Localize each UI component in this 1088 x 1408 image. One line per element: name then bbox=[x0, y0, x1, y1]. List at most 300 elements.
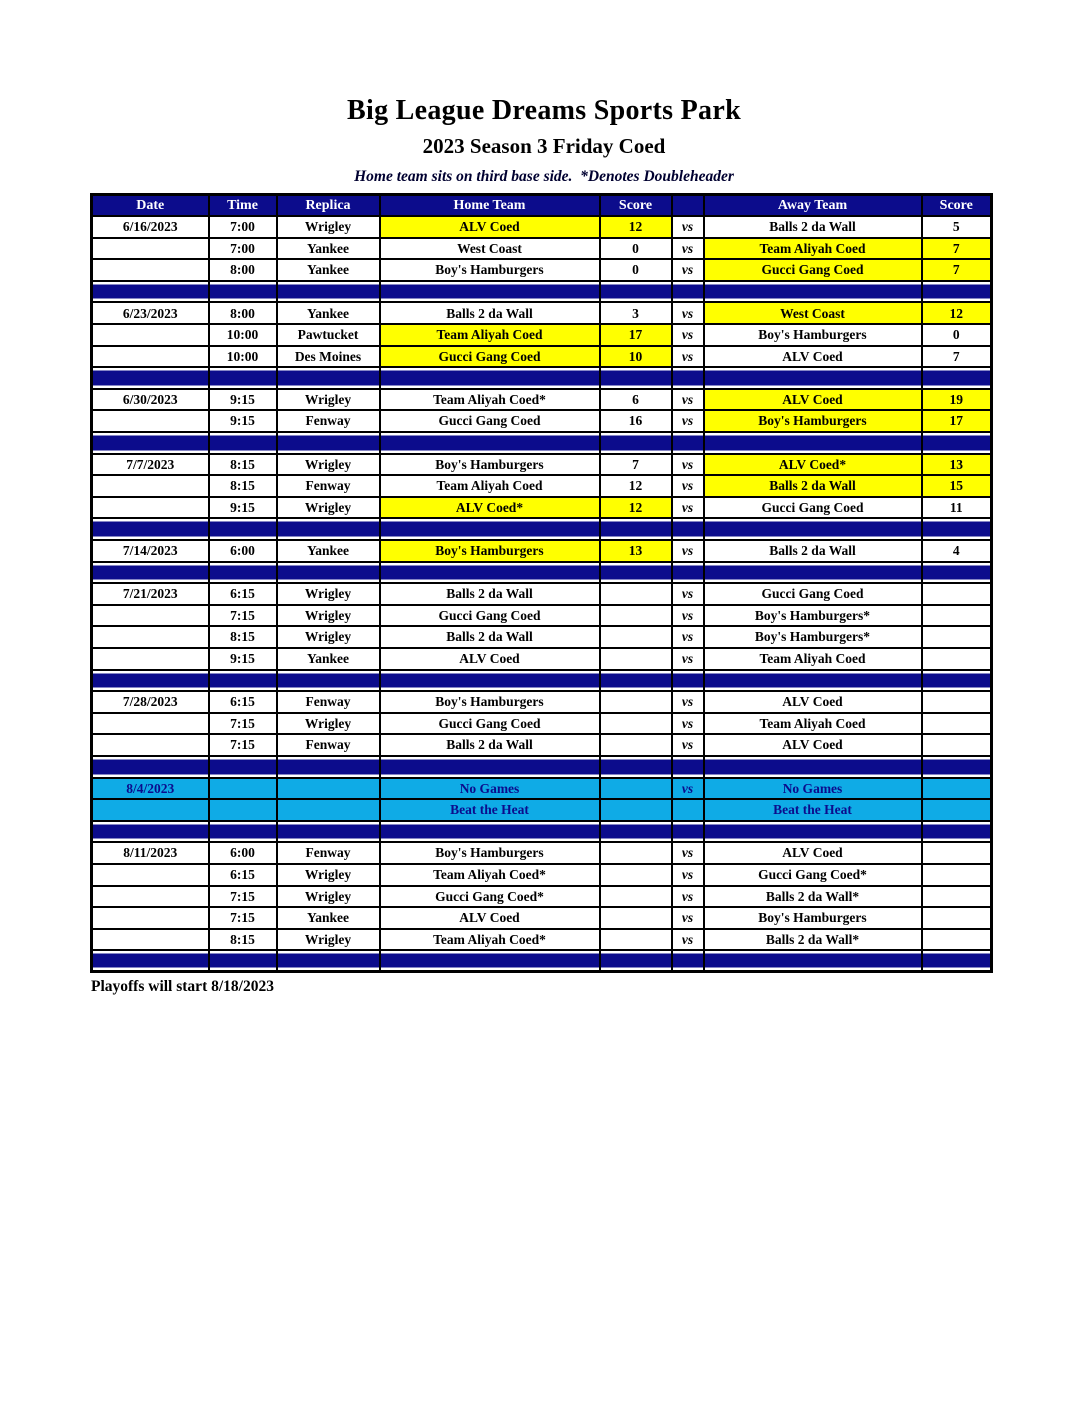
time-cell bbox=[209, 799, 277, 821]
away-team-cell: West Coast bbox=[704, 302, 922, 324]
separator-cell bbox=[704, 821, 922, 843]
time-cell: 8:15 bbox=[209, 626, 277, 648]
home-score-cell: 6 bbox=[600, 389, 672, 411]
home-score-cell: 17 bbox=[600, 324, 672, 346]
away-score-cell: 7 bbox=[922, 259, 992, 281]
separator-cell bbox=[209, 562, 277, 584]
game-row bbox=[92, 540, 992, 562]
away-team-cell: Boy's Hamburgers bbox=[704, 410, 922, 432]
game-row bbox=[92, 497, 992, 519]
game-row bbox=[92, 605, 992, 627]
home-score-cell: 12 bbox=[600, 497, 672, 519]
home-score-cell bbox=[600, 713, 672, 735]
home-team-cell: ALV Coed bbox=[380, 216, 600, 238]
column-header-home-team-3: Home Team bbox=[380, 195, 600, 217]
home-score-cell bbox=[600, 929, 672, 951]
separator-cell bbox=[672, 518, 704, 540]
time-cell: 7:15 bbox=[209, 907, 277, 929]
home-team-cell: Balls 2 da Wall bbox=[380, 302, 600, 324]
separator-cell bbox=[672, 670, 704, 692]
time-cell: 10:00 bbox=[209, 346, 277, 368]
column-header-score-4: Score bbox=[600, 195, 672, 217]
separator-row bbox=[92, 367, 992, 389]
replica-cell: Fenway bbox=[277, 842, 380, 864]
date-cell bbox=[92, 259, 209, 281]
time-cell: 7:15 bbox=[209, 605, 277, 627]
separator-cell bbox=[704, 756, 922, 778]
separator-cell bbox=[672, 367, 704, 389]
time-cell: 9:15 bbox=[209, 410, 277, 432]
away-team-cell: Balls 2 da Wall* bbox=[704, 886, 922, 908]
separator-cell bbox=[209, 432, 277, 454]
vs-label: vs bbox=[672, 734, 704, 756]
separator-cell bbox=[600, 670, 672, 692]
separator-cell bbox=[380, 670, 600, 692]
replica-cell: Wrigley bbox=[277, 713, 380, 735]
date-cell: 7/14/2023 bbox=[92, 540, 209, 562]
separator-cell bbox=[922, 518, 992, 540]
separator-cell bbox=[600, 432, 672, 454]
game-row bbox=[92, 302, 992, 324]
time-cell: 8:00 bbox=[209, 259, 277, 281]
schedule-table-body bbox=[92, 216, 992, 972]
home-team-cell: Gucci Gang Coed bbox=[380, 605, 600, 627]
schedule-table bbox=[90, 193, 993, 973]
separator-cell bbox=[92, 670, 209, 692]
column-header-replica-2: Replica bbox=[277, 195, 380, 217]
separator-cell bbox=[922, 756, 992, 778]
away-team-cell: Gucci Gang Coed bbox=[704, 583, 922, 605]
game-row bbox=[92, 929, 992, 951]
separator-cell bbox=[277, 432, 380, 454]
home-score-cell bbox=[600, 778, 672, 800]
vs-label: vs bbox=[672, 864, 704, 886]
home-team-cell: West Coast bbox=[380, 238, 600, 260]
vs-label: vs bbox=[672, 691, 704, 713]
separator-cell bbox=[380, 562, 600, 584]
separator-row bbox=[92, 950, 992, 972]
home-team-cell: ALV Coed* bbox=[380, 497, 600, 519]
vs-label: vs bbox=[672, 626, 704, 648]
separator-cell bbox=[209, 756, 277, 778]
separator-cell bbox=[704, 950, 922, 972]
separator-cell bbox=[92, 518, 209, 540]
vs-label: vs bbox=[672, 929, 704, 951]
home-score-cell: 16 bbox=[600, 410, 672, 432]
date-cell bbox=[92, 324, 209, 346]
game-row bbox=[92, 216, 992, 238]
separator-cell bbox=[92, 281, 209, 303]
away-team-cell: ALV Coed bbox=[704, 734, 922, 756]
separator-cell bbox=[277, 518, 380, 540]
home-score-cell: 3 bbox=[600, 302, 672, 324]
time-cell: 8:15 bbox=[209, 454, 277, 476]
separator-cell bbox=[380, 432, 600, 454]
replica-cell: Yankee bbox=[277, 302, 380, 324]
date-cell bbox=[92, 605, 209, 627]
game-row bbox=[92, 713, 992, 735]
replica-cell: Fenway bbox=[277, 475, 380, 497]
page-subtitle: 2023 Season 3 Friday Coed bbox=[422, 134, 666, 158]
separator-cell bbox=[600, 950, 672, 972]
away-score-cell: 15 bbox=[922, 475, 992, 497]
home-score-cell bbox=[600, 605, 672, 627]
away-team-cell: Boy's Hamburgers* bbox=[704, 626, 922, 648]
game-row bbox=[92, 238, 992, 260]
home-score-cell: 12 bbox=[600, 216, 672, 238]
vs-label: vs bbox=[672, 497, 704, 519]
home-team-cell: Beat the Heat bbox=[380, 799, 600, 821]
away-team-cell: ALV Coed bbox=[704, 842, 922, 864]
separator-cell bbox=[277, 821, 380, 843]
date-cell: 8/4/2023 bbox=[92, 778, 209, 800]
home-score-cell: 0 bbox=[600, 259, 672, 281]
home-team-cell: Team Aliyah Coed bbox=[380, 475, 600, 497]
separator-cell bbox=[380, 518, 600, 540]
date-cell bbox=[92, 907, 209, 929]
away-team-cell: Boy's Hamburgers bbox=[704, 907, 922, 929]
date-cell bbox=[92, 734, 209, 756]
away-score-cell bbox=[922, 907, 992, 929]
separator-cell bbox=[277, 562, 380, 584]
away-team-cell: Team Aliyah Coed bbox=[704, 238, 922, 260]
home-team-cell: Boy's Hamburgers bbox=[380, 454, 600, 476]
home-score-cell bbox=[600, 864, 672, 886]
separator-cell bbox=[922, 950, 992, 972]
home-score-cell bbox=[600, 907, 672, 929]
replica-cell bbox=[277, 799, 380, 821]
vs-label: vs bbox=[672, 842, 704, 864]
separator-cell bbox=[92, 432, 209, 454]
away-score-cell: 5 bbox=[922, 216, 992, 238]
replica-cell: Yankee bbox=[277, 259, 380, 281]
home-score-cell: 7 bbox=[600, 454, 672, 476]
away-team-cell: ALV Coed* bbox=[704, 454, 922, 476]
separator-cell bbox=[672, 562, 704, 584]
away-score-cell bbox=[922, 886, 992, 908]
away-team-cell: Boy's Hamburgers bbox=[704, 324, 922, 346]
separator-cell bbox=[209, 367, 277, 389]
home-team-cell: Balls 2 da Wall bbox=[380, 626, 600, 648]
home-team-cell: Boy's Hamburgers bbox=[380, 259, 600, 281]
separator-cell bbox=[672, 756, 704, 778]
replica-cell: Wrigley bbox=[277, 583, 380, 605]
home-team-cell: Boy's Hamburgers bbox=[380, 842, 600, 864]
home-team-cell: Boy's Hamburgers bbox=[380, 691, 600, 713]
away-team-cell: ALV Coed bbox=[704, 389, 922, 411]
game-row bbox=[92, 583, 992, 605]
time-cell: 9:15 bbox=[209, 497, 277, 519]
separator-cell bbox=[672, 821, 704, 843]
home-score-cell: 0 bbox=[600, 238, 672, 260]
vs-label: vs bbox=[672, 605, 704, 627]
home-team-note: Home team sits on third base side. *Denotes Doubleheader bbox=[354, 168, 734, 185]
separator-cell bbox=[600, 756, 672, 778]
time-cell: 6:00 bbox=[209, 842, 277, 864]
game-row bbox=[92, 410, 992, 432]
column-header-time-1: Time bbox=[209, 195, 277, 217]
vs-label: vs bbox=[672, 389, 704, 411]
separator-cell bbox=[209, 281, 277, 303]
separator-cell bbox=[922, 432, 992, 454]
separator-cell bbox=[380, 281, 600, 303]
time-cell: 8:15 bbox=[209, 929, 277, 951]
column-header-score-7: Score bbox=[922, 195, 992, 217]
time-cell: 7:00 bbox=[209, 238, 277, 260]
vs-label: vs bbox=[672, 778, 704, 800]
separator-cell bbox=[600, 281, 672, 303]
separator-cell bbox=[92, 367, 209, 389]
away-score-cell bbox=[922, 691, 992, 713]
away-score-cell: 7 bbox=[922, 238, 992, 260]
replica-cell: Yankee bbox=[277, 540, 380, 562]
separator-cell bbox=[922, 562, 992, 584]
away-score-cell bbox=[922, 842, 992, 864]
home-team-cell: Boy's Hamburgers bbox=[380, 540, 600, 562]
home-score-cell: 10 bbox=[600, 346, 672, 368]
replica-cell: Wrigley bbox=[277, 605, 380, 627]
away-team-cell: Balls 2 da Wall bbox=[704, 540, 922, 562]
column-header-vs bbox=[672, 195, 704, 217]
game-row bbox=[92, 626, 992, 648]
date-cell: 7/7/2023 bbox=[92, 454, 209, 476]
replica-cell: Yankee bbox=[277, 648, 380, 670]
away-score-cell bbox=[922, 713, 992, 735]
away-score-cell: 0 bbox=[922, 324, 992, 346]
vs-label: vs bbox=[672, 540, 704, 562]
date-cell bbox=[92, 886, 209, 908]
separator-cell bbox=[209, 518, 277, 540]
away-team-cell: Balls 2 da Wall bbox=[704, 216, 922, 238]
replica-cell: Wrigley bbox=[277, 886, 380, 908]
vs-label: vs bbox=[672, 648, 704, 670]
date-cell: 6/16/2023 bbox=[92, 216, 209, 238]
away-score-cell bbox=[922, 583, 992, 605]
replica-cell: Fenway bbox=[277, 410, 380, 432]
away-team-cell: Gucci Gang Coed bbox=[704, 497, 922, 519]
replica-cell: Wrigley bbox=[277, 864, 380, 886]
date-cell bbox=[92, 346, 209, 368]
vs-label: vs bbox=[672, 583, 704, 605]
separator-row bbox=[92, 432, 992, 454]
away-score-cell: 17 bbox=[922, 410, 992, 432]
column-header-date-0: Date bbox=[92, 195, 209, 217]
date-cell bbox=[92, 410, 209, 432]
away-team-cell: Balls 2 da Wall bbox=[704, 475, 922, 497]
home-score-cell bbox=[600, 734, 672, 756]
replica-cell bbox=[277, 778, 380, 800]
separator-cell bbox=[672, 281, 704, 303]
replica-cell: Wrigley bbox=[277, 389, 380, 411]
time-cell: 7:15 bbox=[209, 713, 277, 735]
home-score-cell bbox=[600, 691, 672, 713]
date-cell: 7/21/2023 bbox=[92, 583, 209, 605]
vs-label: vs bbox=[672, 259, 704, 281]
document-header bbox=[0, 0, 1088, 186]
separator-cell bbox=[922, 281, 992, 303]
time-cell bbox=[209, 778, 277, 800]
separator-row bbox=[92, 562, 992, 584]
separator-cell bbox=[704, 562, 922, 584]
home-team-cell: ALV Coed bbox=[380, 907, 600, 929]
vs-label: vs bbox=[672, 886, 704, 908]
replica-cell: Fenway bbox=[277, 734, 380, 756]
away-score-cell: 4 bbox=[922, 540, 992, 562]
away-team-cell: Balls 2 da Wall* bbox=[704, 929, 922, 951]
vs-label: vs bbox=[672, 302, 704, 324]
date-cell: 6/23/2023 bbox=[92, 302, 209, 324]
separator-cell bbox=[600, 518, 672, 540]
away-score-cell bbox=[922, 648, 992, 670]
separator-row bbox=[92, 518, 992, 540]
playoffs-note: Playoffs will start 8/18/2023 bbox=[91, 978, 274, 996]
replica-cell: Wrigley bbox=[277, 216, 380, 238]
time-cell: 10:00 bbox=[209, 324, 277, 346]
replica-cell: Wrigley bbox=[277, 454, 380, 476]
away-score-cell bbox=[922, 799, 992, 821]
special-row bbox=[92, 799, 992, 821]
away-team-cell: Team Aliyah Coed bbox=[704, 713, 922, 735]
game-row bbox=[92, 324, 992, 346]
time-cell: 7:15 bbox=[209, 734, 277, 756]
time-cell: 8:00 bbox=[209, 302, 277, 324]
separator-cell bbox=[380, 367, 600, 389]
game-row bbox=[92, 648, 992, 670]
separator-row bbox=[92, 281, 992, 303]
away-team-cell: ALV Coed bbox=[704, 691, 922, 713]
game-row bbox=[92, 886, 992, 908]
home-score-cell bbox=[600, 886, 672, 908]
away-team-cell: Gucci Gang Coed bbox=[704, 259, 922, 281]
game-row bbox=[92, 907, 992, 929]
vs-label: vs bbox=[672, 324, 704, 346]
separator-cell bbox=[922, 367, 992, 389]
separator-cell bbox=[704, 432, 922, 454]
home-score-cell bbox=[600, 799, 672, 821]
vs-label: vs bbox=[672, 346, 704, 368]
home-team-cell: Team Aliyah Coed* bbox=[380, 389, 600, 411]
replica-cell: Pawtucket bbox=[277, 324, 380, 346]
date-cell bbox=[92, 475, 209, 497]
home-score-cell: 13 bbox=[600, 540, 672, 562]
replica-cell: Yankee bbox=[277, 907, 380, 929]
game-row bbox=[92, 389, 992, 411]
time-cell: 6:15 bbox=[209, 583, 277, 605]
date-cell bbox=[92, 497, 209, 519]
time-cell: 9:15 bbox=[209, 389, 277, 411]
separator-cell bbox=[92, 756, 209, 778]
away-score-cell: 19 bbox=[922, 389, 992, 411]
time-cell: 7:00 bbox=[209, 216, 277, 238]
vs-label: vs bbox=[672, 238, 704, 260]
separator-row bbox=[92, 756, 992, 778]
home-score-cell bbox=[600, 842, 672, 864]
home-score-cell: 12 bbox=[600, 475, 672, 497]
special-row bbox=[92, 778, 992, 800]
away-score-cell bbox=[922, 605, 992, 627]
replica-cell: Fenway bbox=[277, 691, 380, 713]
separator-cell bbox=[380, 950, 600, 972]
away-score-cell bbox=[922, 864, 992, 886]
time-cell: 6:15 bbox=[209, 691, 277, 713]
home-score-cell bbox=[600, 626, 672, 648]
date-cell: 6/30/2023 bbox=[92, 389, 209, 411]
date-cell bbox=[92, 648, 209, 670]
page-title: Big League Dreams Sports Park bbox=[347, 95, 741, 126]
home-team-cell: No Games bbox=[380, 778, 600, 800]
home-team-cell: Team Aliyah Coed* bbox=[380, 929, 600, 951]
separator-cell bbox=[277, 950, 380, 972]
away-score-cell bbox=[922, 734, 992, 756]
game-row bbox=[92, 734, 992, 756]
home-team-cell: Gucci Gang Coed bbox=[380, 410, 600, 432]
home-score-cell bbox=[600, 583, 672, 605]
separator-cell bbox=[209, 821, 277, 843]
home-team-cell: Team Aliyah Coed bbox=[380, 324, 600, 346]
separator-cell bbox=[92, 950, 209, 972]
separator-cell bbox=[704, 281, 922, 303]
vs-label: vs bbox=[672, 907, 704, 929]
home-team-cell: Balls 2 da Wall bbox=[380, 583, 600, 605]
separator-cell bbox=[380, 821, 600, 843]
date-cell bbox=[92, 238, 209, 260]
separator-cell bbox=[922, 821, 992, 843]
separator-cell bbox=[600, 367, 672, 389]
date-cell bbox=[92, 864, 209, 886]
game-row bbox=[92, 346, 992, 368]
separator-cell bbox=[277, 756, 380, 778]
date-cell bbox=[92, 713, 209, 735]
separator-cell bbox=[600, 562, 672, 584]
column-header-away-team-6: Away Team bbox=[704, 195, 922, 217]
separator-cell bbox=[277, 670, 380, 692]
home-team-cell: Team Aliyah Coed* bbox=[380, 864, 600, 886]
home-team-cell: Gucci Gang Coed* bbox=[380, 886, 600, 908]
time-cell: 8:15 bbox=[209, 475, 277, 497]
replica-cell: Wrigley bbox=[277, 929, 380, 951]
away-team-cell: No Games bbox=[704, 778, 922, 800]
vs-label: vs bbox=[672, 216, 704, 238]
separator-cell bbox=[92, 821, 209, 843]
home-score-cell bbox=[600, 648, 672, 670]
vs-label: vs bbox=[672, 454, 704, 476]
separator-cell bbox=[704, 518, 922, 540]
date-cell bbox=[92, 799, 209, 821]
away-score-cell: 11 bbox=[922, 497, 992, 519]
separator-row bbox=[92, 821, 992, 843]
separator-cell bbox=[672, 432, 704, 454]
separator-cell bbox=[922, 670, 992, 692]
date-cell: 7/28/2023 bbox=[92, 691, 209, 713]
away-team-cell: Team Aliyah Coed bbox=[704, 648, 922, 670]
separator-cell bbox=[92, 562, 209, 584]
separator-row bbox=[92, 670, 992, 692]
separator-cell bbox=[277, 367, 380, 389]
replica-cell: Wrigley bbox=[277, 626, 380, 648]
time-cell: 6:15 bbox=[209, 864, 277, 886]
time-cell: 7:15 bbox=[209, 886, 277, 908]
vs-label: vs bbox=[672, 475, 704, 497]
vs-label: vs bbox=[672, 713, 704, 735]
away-team-cell: ALV Coed bbox=[704, 346, 922, 368]
header-row bbox=[92, 195, 992, 217]
game-row bbox=[92, 475, 992, 497]
home-team-cell: ALV Coed bbox=[380, 648, 600, 670]
away-team-cell: Boy's Hamburgers* bbox=[704, 605, 922, 627]
time-cell: 9:15 bbox=[209, 648, 277, 670]
vs-label bbox=[672, 799, 704, 821]
away-score-cell: 12 bbox=[922, 302, 992, 324]
